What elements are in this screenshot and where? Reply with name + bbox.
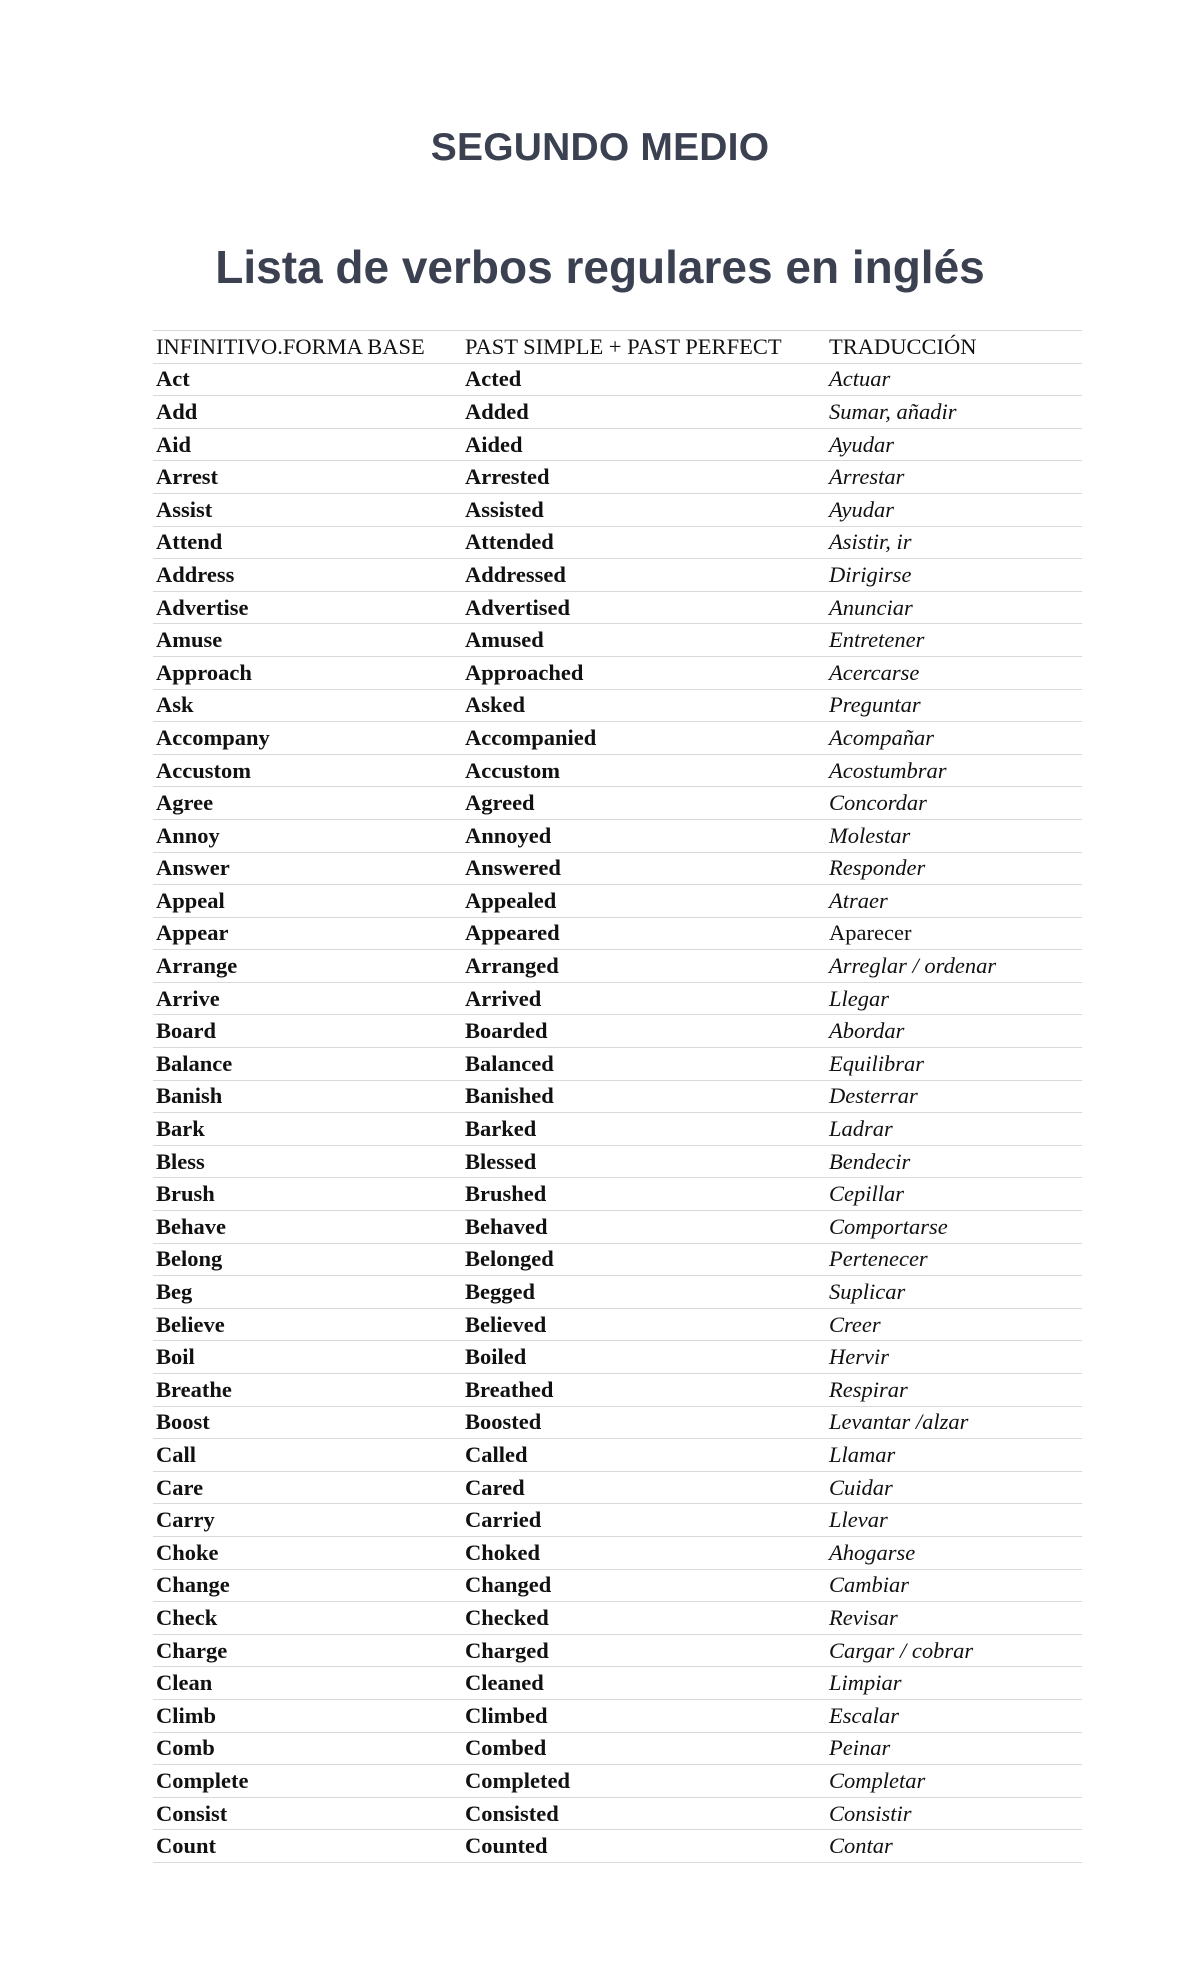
verb-translation: Acostumbrar <box>826 754 1082 787</box>
verb-past-form: Cared <box>462 1471 826 1504</box>
verb-base-form: Board <box>153 1015 462 1048</box>
verb-translation: Entretener <box>826 624 1082 657</box>
verb-translation: Ayudar <box>826 428 1082 461</box>
verb-past-form: Climbed <box>462 1699 826 1732</box>
table-row <box>153 1374 1082 1407</box>
table-row <box>153 1439 1082 1472</box>
verb-past-form: Charged <box>462 1634 826 1667</box>
verb-base-form: Carry <box>153 1504 462 1537</box>
verb-base-form: Add <box>153 396 462 429</box>
verb-base-form: Behave <box>153 1211 462 1244</box>
verb-translation: Atraer <box>826 885 1082 918</box>
table-row <box>153 591 1082 624</box>
verb-past-form: Boiled <box>462 1341 826 1374</box>
table-row <box>153 559 1082 592</box>
table-row <box>153 363 1082 396</box>
verb-translation: Revisar <box>826 1602 1082 1635</box>
table-row <box>153 624 1082 657</box>
verb-past-form: Barked <box>462 1113 826 1146</box>
verb-base-form: Boost <box>153 1406 462 1439</box>
verb-translation: Abordar <box>826 1015 1082 1048</box>
verb-translation: Levantar /alzar <box>826 1406 1082 1439</box>
verb-base-form: Charge <box>153 1634 462 1667</box>
verb-base-form: Consist <box>153 1797 462 1830</box>
table-row <box>153 917 1082 950</box>
verb-past-form: Approached <box>462 656 826 689</box>
table-row <box>153 1830 1082 1863</box>
verb-base-form: Care <box>153 1471 462 1504</box>
verb-past-form: Banished <box>462 1080 826 1113</box>
verb-base-form: Climb <box>153 1699 462 1732</box>
verb-base-form: Appeal <box>153 885 462 918</box>
verb-past-form: Accustom <box>462 754 826 787</box>
verb-past-form: Counted <box>462 1830 826 1863</box>
table-row <box>153 1569 1082 1602</box>
table-row <box>153 1536 1082 1569</box>
verb-past-form: Belonged <box>462 1243 826 1276</box>
document-title: Lista de verbos regulares en inglés <box>215 241 985 293</box>
verb-past-form: Addressed <box>462 559 826 592</box>
verb-translation: Responder <box>826 852 1082 885</box>
verbs-table-body <box>153 363 1082 1862</box>
verb-base-form: Annoy <box>153 819 462 852</box>
verb-past-form: Breathed <box>462 1374 826 1407</box>
verb-translation: Creer <box>826 1308 1082 1341</box>
verb-past-form: Annoyed <box>462 819 826 852</box>
verb-past-form: Answered <box>462 852 826 885</box>
verb-past-form: Aided <box>462 428 826 461</box>
table-row <box>153 493 1082 526</box>
verb-past-form: Consisted <box>462 1797 826 1830</box>
verb-past-form: Asked <box>462 689 826 722</box>
verb-translation: Molestar <box>826 819 1082 852</box>
verb-translation: Bendecir <box>826 1145 1082 1178</box>
verb-base-form: Check <box>153 1602 462 1635</box>
verb-past-form: Combed <box>462 1732 826 1765</box>
verbs-table <box>153 330 1082 1863</box>
verb-translation: Consistir <box>826 1797 1082 1830</box>
table-row <box>153 526 1082 559</box>
verb-past-form: Agreed <box>462 787 826 820</box>
verb-past-form: Accompanied <box>462 722 826 755</box>
table-row <box>153 1276 1082 1309</box>
verb-past-form: Changed <box>462 1569 826 1602</box>
verb-base-form: Clean <box>153 1667 462 1700</box>
verb-past-form: Completed <box>462 1765 826 1798</box>
table-row <box>153 1308 1082 1341</box>
verb-base-form: Appear <box>153 917 462 950</box>
verb-base-form: Answer <box>153 852 462 885</box>
verb-translation: Escalar <box>826 1699 1082 1732</box>
table-row <box>153 1243 1082 1276</box>
verb-translation: Contar <box>826 1830 1082 1863</box>
verb-base-form: Assist <box>153 493 462 526</box>
verb-past-form: Called <box>462 1439 826 1472</box>
verb-base-form: Address <box>153 559 462 592</box>
verb-base-form: Accompany <box>153 722 462 755</box>
verb-base-form: Attend <box>153 526 462 559</box>
verb-translation: Cuidar <box>826 1471 1082 1504</box>
verb-past-form: Balanced <box>462 1048 826 1081</box>
verb-past-form: Begged <box>462 1276 826 1309</box>
verb-base-form: Believe <box>153 1308 462 1341</box>
verb-base-form: Amuse <box>153 624 462 657</box>
verb-past-form: Brushed <box>462 1178 826 1211</box>
verb-past-form: Boosted <box>462 1406 826 1439</box>
verb-translation: Cargar / cobrar <box>826 1634 1082 1667</box>
table-row <box>153 1471 1082 1504</box>
verb-translation: Acercarse <box>826 656 1082 689</box>
header-past-form: PAST SIMPLE + PAST PERFECT <box>462 331 826 364</box>
verb-past-form: Appeared <box>462 917 826 950</box>
verb-past-form: Cleaned <box>462 1667 826 1700</box>
verb-base-form: Bark <box>153 1113 462 1146</box>
table-row <box>153 950 1082 983</box>
verb-base-form: Brush <box>153 1178 462 1211</box>
verb-base-form: Agree <box>153 787 462 820</box>
table-row <box>153 689 1082 722</box>
verb-translation: Concordar <box>826 787 1082 820</box>
table-row <box>153 722 1082 755</box>
verb-base-form: Belong <box>153 1243 462 1276</box>
document-subtitle: SEGUNDO MEDIO <box>430 126 770 169</box>
table-row <box>153 1797 1082 1830</box>
verb-past-form: Attended <box>462 526 826 559</box>
verb-past-form: Believed <box>462 1308 826 1341</box>
header-base-form: INFINITIVO.FORMA BASE <box>153 331 462 364</box>
table-row <box>153 656 1082 689</box>
verb-translation: Ladrar <box>826 1113 1082 1146</box>
table-row <box>153 1667 1082 1700</box>
verb-translation: Dirigirse <box>826 559 1082 592</box>
verb-translation: Arrestar <box>826 461 1082 494</box>
verb-past-form: Boarded <box>462 1015 826 1048</box>
table-row <box>153 461 1082 494</box>
verb-past-form: Appealed <box>462 885 826 918</box>
table-row <box>153 1634 1082 1667</box>
verb-past-form: Advertised <box>462 591 826 624</box>
table-row <box>153 1765 1082 1798</box>
verb-past-form: Amused <box>462 624 826 657</box>
table-row <box>153 1080 1082 1113</box>
verb-translation: Equilibrar <box>826 1048 1082 1081</box>
verb-translation: Ayudar <box>826 493 1082 526</box>
verb-past-form: Blessed <box>462 1145 826 1178</box>
verb-translation: Llamar <box>826 1439 1082 1472</box>
verb-translation: Desterrar <box>826 1080 1082 1113</box>
verb-base-form: Change <box>153 1569 462 1602</box>
verb-translation: Cepillar <box>826 1178 1082 1211</box>
table-row <box>153 852 1082 885</box>
verb-translation: Actuar <box>826 363 1082 396</box>
verb-translation: Cambiar <box>826 1569 1082 1602</box>
verb-translation: Llegar <box>826 982 1082 1015</box>
verb-base-form: Count <box>153 1830 462 1863</box>
verb-base-form: Balance <box>153 1048 462 1081</box>
table-row <box>153 1699 1082 1732</box>
verb-past-form: Assisted <box>462 493 826 526</box>
verb-base-form: Act <box>153 363 462 396</box>
table-row <box>153 1602 1082 1635</box>
table-row <box>153 982 1082 1015</box>
verb-past-form: Choked <box>462 1536 826 1569</box>
table-row <box>153 428 1082 461</box>
table-row <box>153 1145 1082 1178</box>
table-row <box>153 819 1082 852</box>
table-row <box>153 1211 1082 1244</box>
verb-past-form: Behaved <box>462 1211 826 1244</box>
table-row <box>153 1504 1082 1537</box>
verb-past-form: Arrested <box>462 461 826 494</box>
table-row <box>153 1732 1082 1765</box>
verb-translation: Sumar, añadir <box>826 396 1082 429</box>
verb-translation: Respirar <box>826 1374 1082 1407</box>
verb-base-form: Choke <box>153 1536 462 1569</box>
verb-base-form: Arrest <box>153 461 462 494</box>
verb-translation: Suplicar <box>826 1276 1082 1309</box>
table-row <box>153 1406 1082 1439</box>
verb-base-form: Accustom <box>153 754 462 787</box>
verb-past-form: Acted <box>462 363 826 396</box>
verb-translation: Completar <box>826 1765 1082 1798</box>
verb-base-form: Approach <box>153 656 462 689</box>
verb-translation: Hervir <box>826 1341 1082 1374</box>
table-row <box>153 1048 1082 1081</box>
table-row <box>153 885 1082 918</box>
verb-base-form: Arrive <box>153 982 462 1015</box>
verb-past-form: Checked <box>462 1602 826 1635</box>
verb-base-form: Advertise <box>153 591 462 624</box>
verb-translation: Aparecer <box>826 917 1082 950</box>
table-row <box>153 754 1082 787</box>
verb-past-form: Added <box>462 396 826 429</box>
verb-translation: Acompañar <box>826 722 1082 755</box>
verb-base-form: Complete <box>153 1765 462 1798</box>
verb-translation: Peinar <box>826 1732 1082 1765</box>
table-row <box>153 1015 1082 1048</box>
verb-base-form: Comb <box>153 1732 462 1765</box>
verb-translation: Anunciar <box>826 591 1082 624</box>
verb-base-form: Banish <box>153 1080 462 1113</box>
verb-translation: Comportarse <box>826 1211 1082 1244</box>
verb-base-form: Beg <box>153 1276 462 1309</box>
verb-past-form: Arrived <box>462 982 826 1015</box>
verb-base-form: Ask <box>153 689 462 722</box>
table-row <box>153 396 1082 429</box>
verb-base-form: Bless <box>153 1145 462 1178</box>
verb-translation: Preguntar <box>826 689 1082 722</box>
verb-base-form: Aid <box>153 428 462 461</box>
table-row <box>153 787 1082 820</box>
verb-translation: Ahogarse <box>826 1536 1082 1569</box>
verb-translation: Pertenecer <box>826 1243 1082 1276</box>
table-row <box>153 1178 1082 1211</box>
verb-base-form: Boil <box>153 1341 462 1374</box>
verb-base-form: Breathe <box>153 1374 462 1407</box>
table-row <box>153 1341 1082 1374</box>
verb-base-form: Call <box>153 1439 462 1472</box>
verb-past-form: Carried <box>462 1504 826 1537</box>
table-row <box>153 1113 1082 1146</box>
verb-translation: Arreglar / ordenar <box>826 950 1082 983</box>
table-header-row <box>153 331 1082 364</box>
header-translation: TRADUCCIÓN <box>826 331 1082 364</box>
verb-translation: Asistir, ir <box>826 526 1082 559</box>
verb-translation: Llevar <box>826 1504 1082 1537</box>
verb-past-form: Arranged <box>462 950 826 983</box>
verb-base-form: Arrange <box>153 950 462 983</box>
verb-translation: Limpiar <box>826 1667 1082 1700</box>
